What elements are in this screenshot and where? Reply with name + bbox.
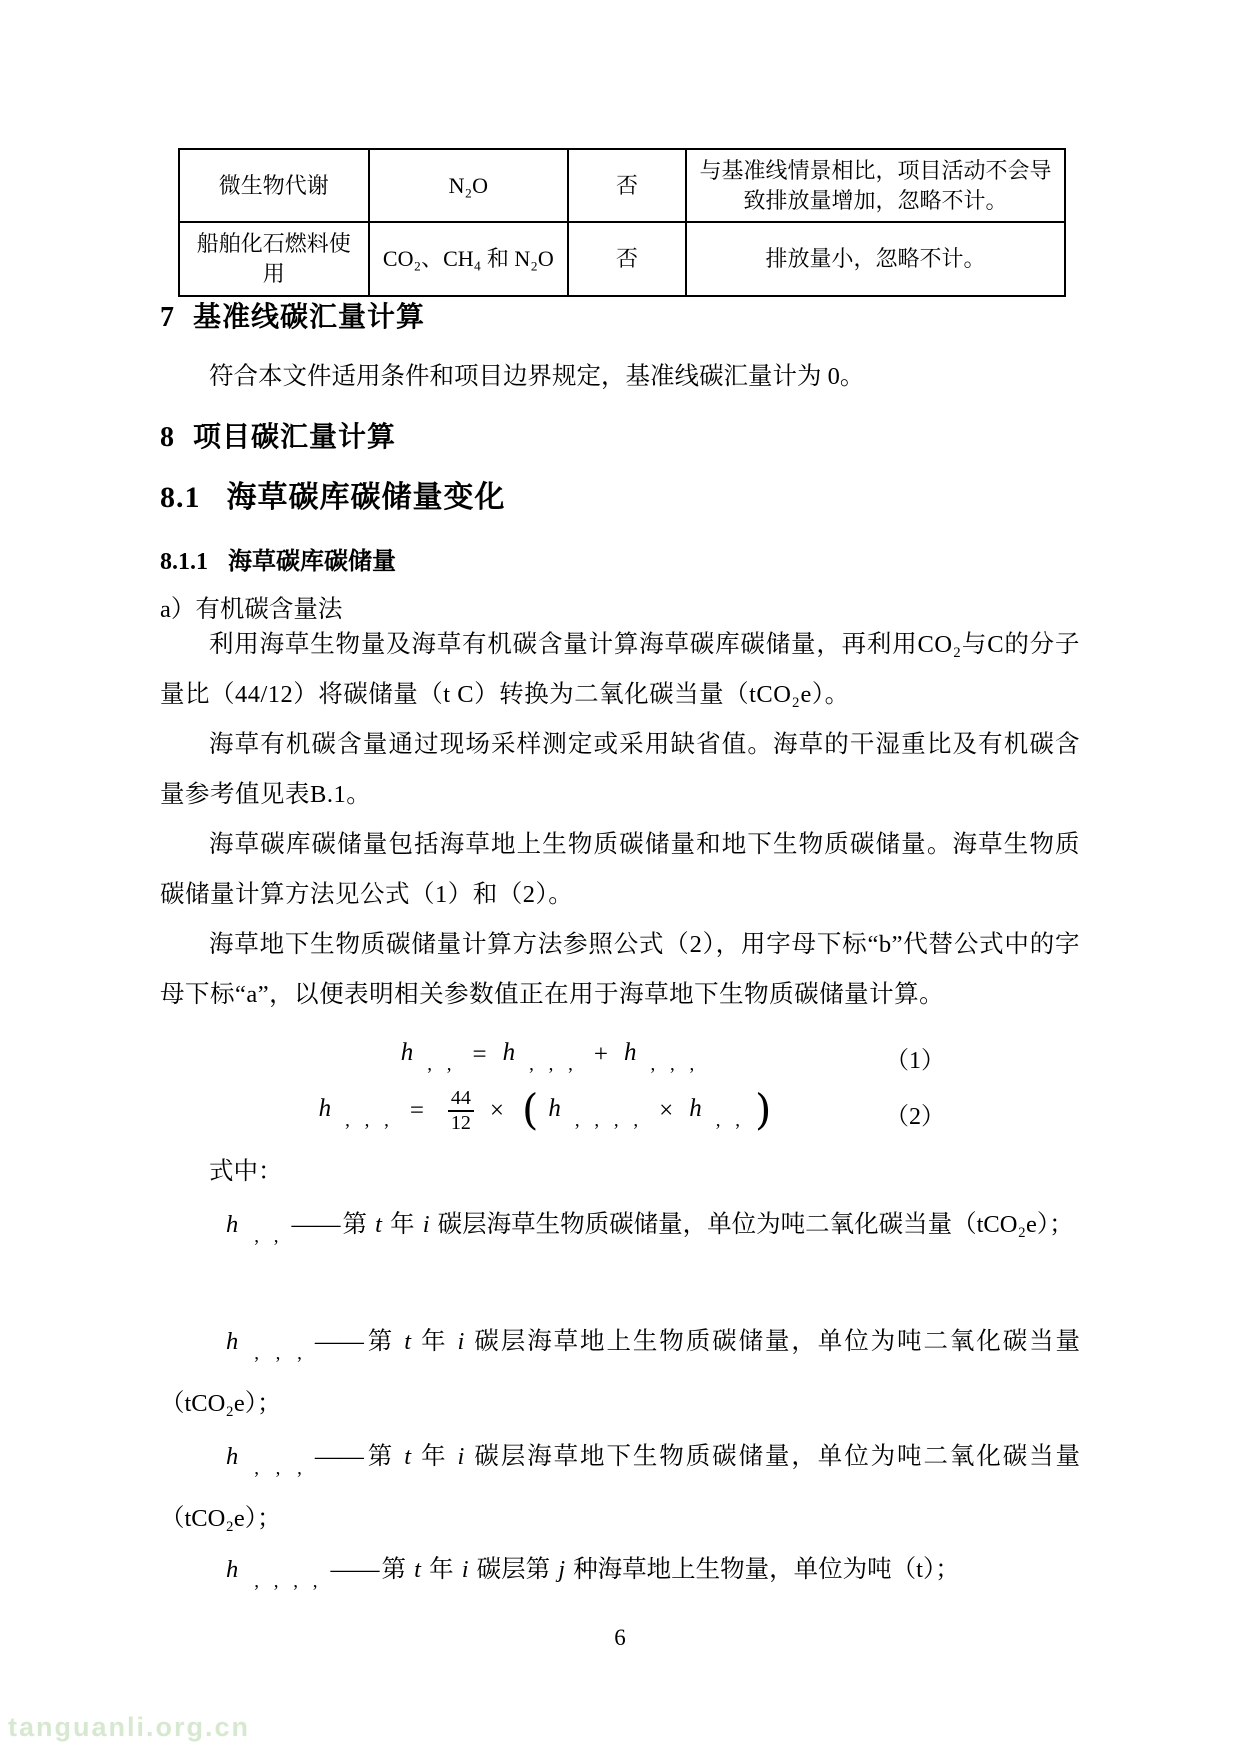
body-paragraphs [160,620,1080,1020]
close-paren: ) [755,1084,772,1134]
fraction [448,1087,474,1135]
multiply-sign: × [659,1097,674,1124]
variable-symbol: h $_{, , ,}$ [226,1443,307,1479]
section-number: 7 [160,302,175,333]
where-label: 式中： [209,1158,283,1185]
section-heading-8-1-1 [160,541,396,576]
table-cell-justification: 排放量小，忽略不计。 [686,222,1065,295]
em-dash: —— [330,1556,380,1583]
table-cell-source: 微生物代谢 [179,149,369,222]
definition-line: h $_{, ,}$ ——第 t 年 i 碳层海草生物质碳储量，单位为吨二氧化碳当量（tCO₂e）； [226,1211,1074,1247]
variable-t: t [375,1211,382,1238]
em-dash: —— [314,1328,364,1355]
paragraph-baseline: 符合本文件适用条件和项目边界规定，基准线碳汇量计为 0。 [209,363,865,390]
variable-i: i [457,1443,465,1470]
watermark: tanguanli.org.cn [8,1712,251,1742]
variable-symbol: h $_{, , ,}$ [226,1328,307,1364]
table-cell-included: 否 [568,222,686,295]
variable-t: t [404,1328,412,1355]
variable-t: t [404,1443,412,1470]
definition-line: h $_{, , ,}$ ——第 t 年 i 碳层海草地下生物质碳储量，单位为吨二氧化碳当量（tCO₂e）； [160,1443,1081,1532]
equals-sign: = [472,1041,487,1068]
section-heading-8-1 [160,472,506,516]
table-cell-included: 否 [568,149,686,222]
emission-sources-table [178,148,1066,297]
section-title: 海草碳库碳储量变化 [226,481,506,514]
formula-2 [160,1082,940,1140]
fraction-denominator: 12 [450,1112,471,1134]
section-number: 8.1.1 [160,549,208,575]
open-paren: ( [522,1084,539,1134]
paragraph: 海草有机碳含量通过现场采样测定或采用缺省值。海草的干湿重比及有机碳含量参考值见表B.1。 [160,731,1080,808]
multiply-sign: × [489,1097,505,1124]
section-title: 基准线碳汇量计算 [193,301,426,332]
definition-line: h $_{, , ,}$ ——第 t 年 i 碳层海草地上生物质碳储量，单位为吨二氧化碳当量（tCO₂e）； [160,1328,1081,1417]
section-heading-8 [160,415,396,455]
plus-sign: + [593,1041,608,1068]
formula-term: h $_{, , ,}$ [318,1094,394,1131]
variable-i: i [422,1211,430,1238]
table-cell-gas: N₂O [369,149,569,222]
paragraph: 海草地下生物质碳储量计算方法参照公式（2），用字母下标“b”代替公式中的字母下标“a”，以便表明相关参数值正在用于海草地下生物质碳储量计算。 [160,931,1080,1008]
variable-j: j [558,1556,566,1583]
section-heading-7 [160,295,425,335]
variable-i: i [457,1328,465,1355]
table-row [179,222,1065,295]
formula-term: h $_{, ,}$ [689,1094,746,1131]
section-title: 海草碳库碳储量 [228,548,396,575]
definition-line: h $_{, , , ,}$ ——第 t 年 i 碳层第 j 种海草地上生物量，单位为吨（t）； [226,1556,960,1592]
variable-i: i [461,1556,469,1583]
table-cell-justification: 与基准线情景相比，项目活动不会导致排放量增加，忽略不计。 [686,149,1065,222]
variable-symbol: h $_{, ,}$ [226,1211,284,1247]
formula-2-number: （2） [885,1104,945,1130]
table-row [179,149,1065,222]
list-item-a: a）有机碳含量法 [160,596,343,623]
table-cell-gas: CO₂、CH₄ 和 N₂O [369,222,569,295]
formula-term: h $_{, , ,}$ [502,1038,578,1075]
section-number: 8 [160,422,175,453]
paragraph: 海草碳库碳储量包括海草地上生物质碳储量和地下生物质碳储量。海草生物质碳储量计算方法见公式（1）和（2）。 [160,831,1080,908]
variable-t: t [414,1556,421,1583]
equals-sign: = [409,1097,424,1124]
formula-1-number: （1） [885,1048,945,1074]
em-dash: —— [314,1443,364,1470]
formula-term: h $_{, ,}$ [400,1038,457,1075]
section-number: 8.1 [160,481,201,514]
variable-symbol: h $_{, , , ,}$ [226,1556,323,1592]
page-number: 6 [614,1625,626,1650]
section-title: 项目碳汇量计算 [193,421,397,452]
fraction-numerator: 44 [448,1087,474,1112]
formula-1 [160,1030,940,1080]
em-dash: —— [291,1211,341,1238]
table-cell-source: 船舶化石燃料使用 [179,222,369,295]
paragraph: 利用海草生物量及海草有机碳含量计算海草碳库碳储量，再利用CO₂与C的分子量比（44/12）将碳储量（t C）转换为二氧化碳当量（tCO₂e）。 [160,631,1080,708]
formula-term: h $_{, , , ,}$ [548,1094,644,1131]
formula-term: h $_{, , ,}$ [623,1038,700,1075]
